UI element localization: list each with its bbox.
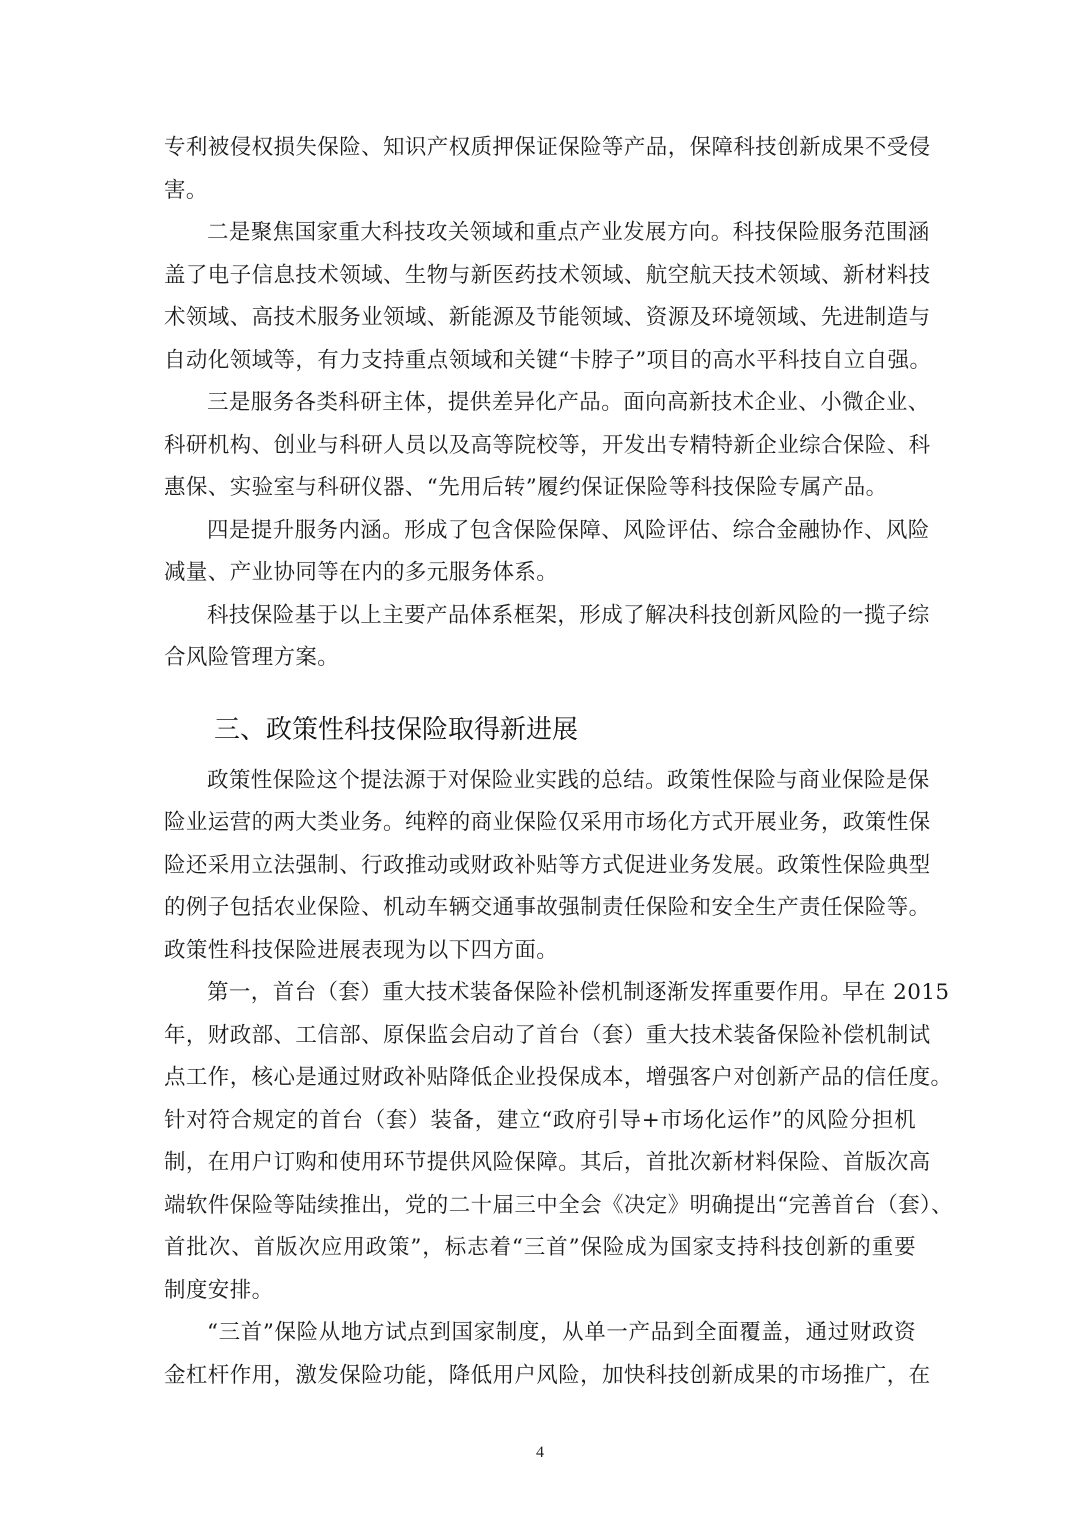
- paragraph-policy-insurance: [164, 760, 931, 973]
- paragraph-line: 三是服务各类科研主体，提供差异化产品。面向高新技术企业、小微企业、: [207, 390, 930, 415]
- paragraph-line: 合风险管理方案。: [164, 645, 340, 670]
- paragraph-line: 自动化领域等，有力支持重点领域和关键“卡脖子”项目的高水平科技自立自强。: [164, 347, 932, 373]
- paragraph-line: 害。: [164, 177, 208, 203]
- paragraph-line: 四是提升服务内涵。形成了包含保险保障、风险评估、综合金融协作、风险: [207, 517, 930, 543]
- paragraph-summary: [164, 595, 930, 680]
- paragraph-line: 科研机构、创业与科研人员以及高等院校等，开发出专精特新企业综合保险、科: [164, 432, 931, 458]
- paragraph-line: 的例子包括农业保险、机动车辆交通事故强制责任保险和安全生产责任保险等。: [164, 895, 931, 920]
- paragraph-line: 术领域、高技术服务业领域、新能源及节能领域、资源及环境领域、先进制造与: [164, 305, 931, 330]
- paragraph-line: “三首”保险从地方试点到国家制度，从单一产品到全面覆盖，通过财政资: [207, 1320, 916, 1345]
- paragraph-line: 惠保、实验室与科研仪器、“先用后转”履约保证保险等科技保险专属产品。: [164, 475, 888, 500]
- paragraph-three-firsts: [164, 1312, 931, 1397]
- paragraph-line: 政策性科技保险进展表现为以下四方面。: [164, 937, 559, 963]
- page-number: 4: [536, 1444, 544, 1461]
- paragraph-point-three: [164, 382, 931, 510]
- paragraph-point-two: [164, 212, 932, 382]
- paragraph-line: 险还采用立法强制、行政推动或财政补贴等方式促进业务发展。政策性保险典型: [164, 852, 931, 878]
- paragraph-point-four: [164, 510, 930, 595]
- paragraph-line: 金杠杆作用，激发保险功能，降低用户风险，加快科技创新成果的市场推广，在: [164, 1362, 931, 1388]
- paragraph-line: 制，在用户订购和使用环节提供风险保障。其后，首批次新材料保险、首版次高: [164, 1150, 931, 1175]
- document-page: [164, 127, 954, 1397]
- paragraph-line: 政策性保险这个提法源于对保险业实践的总结。政策性保险与商业保险是保: [207, 767, 930, 793]
- paragraph-line: 二是聚焦国家重大科技攻关领域和重点产业发展方向。科技保险服务范围涵: [207, 220, 930, 245]
- paragraph-line: 首批次、首版次应用政策”，标志着“三首”保险成为国家支持科技创新的重要: [164, 1235, 916, 1260]
- paragraph-line: 专利被侵权损失保险、知识产权质押保证保险等产品，保障科技创新成果不受侵: [164, 135, 931, 160]
- paragraph-line: 端软件保险等陆续推出，党的二十届三中全会《决定》明确提出“完善首台（套）、: [164, 1192, 954, 1218]
- paragraph-first-point: [164, 972, 954, 1312]
- paragraph-line: 点工作，核心是通过财政补贴降低企业投保成本，增强客户对创新产品的信任度。: [164, 1065, 953, 1090]
- paragraph-line: 针对符合规定的首台（套）装备，建立“政府引导+市场化运作”的风险分担机: [164, 1107, 916, 1133]
- paragraph-line: 第一，首台（套）重大技术装备保险补偿机制逐渐发挥重要作用。早在 2015: [207, 980, 950, 1005]
- paragraph-line: 科技保险基于以上主要产品体系框架，形成了解决科技创新风险的一揽子综: [207, 602, 930, 628]
- paragraph-line: 制度安排。: [164, 1277, 274, 1303]
- paragraph-line: 险业运营的两大类业务。纯粹的商业保险仅采用市场化方式开展业务，政策性保: [164, 810, 931, 835]
- paragraph-line: 减量、产业协同等在内的多元服务体系。: [164, 560, 559, 585]
- section-heading: 三、政策性科技保险取得新进展: [214, 714, 579, 745]
- paragraph-patent-insurance: [164, 127, 931, 212]
- paragraph-line: 年，财政部、工信部、原保监会启动了首台（套）重大技术装备保险补偿机制试: [164, 1022, 931, 1048]
- paragraph-line: 盖了电子信息技术领域、生物与新医药技术领域、航空航天技术领域、新材料技: [164, 262, 931, 288]
